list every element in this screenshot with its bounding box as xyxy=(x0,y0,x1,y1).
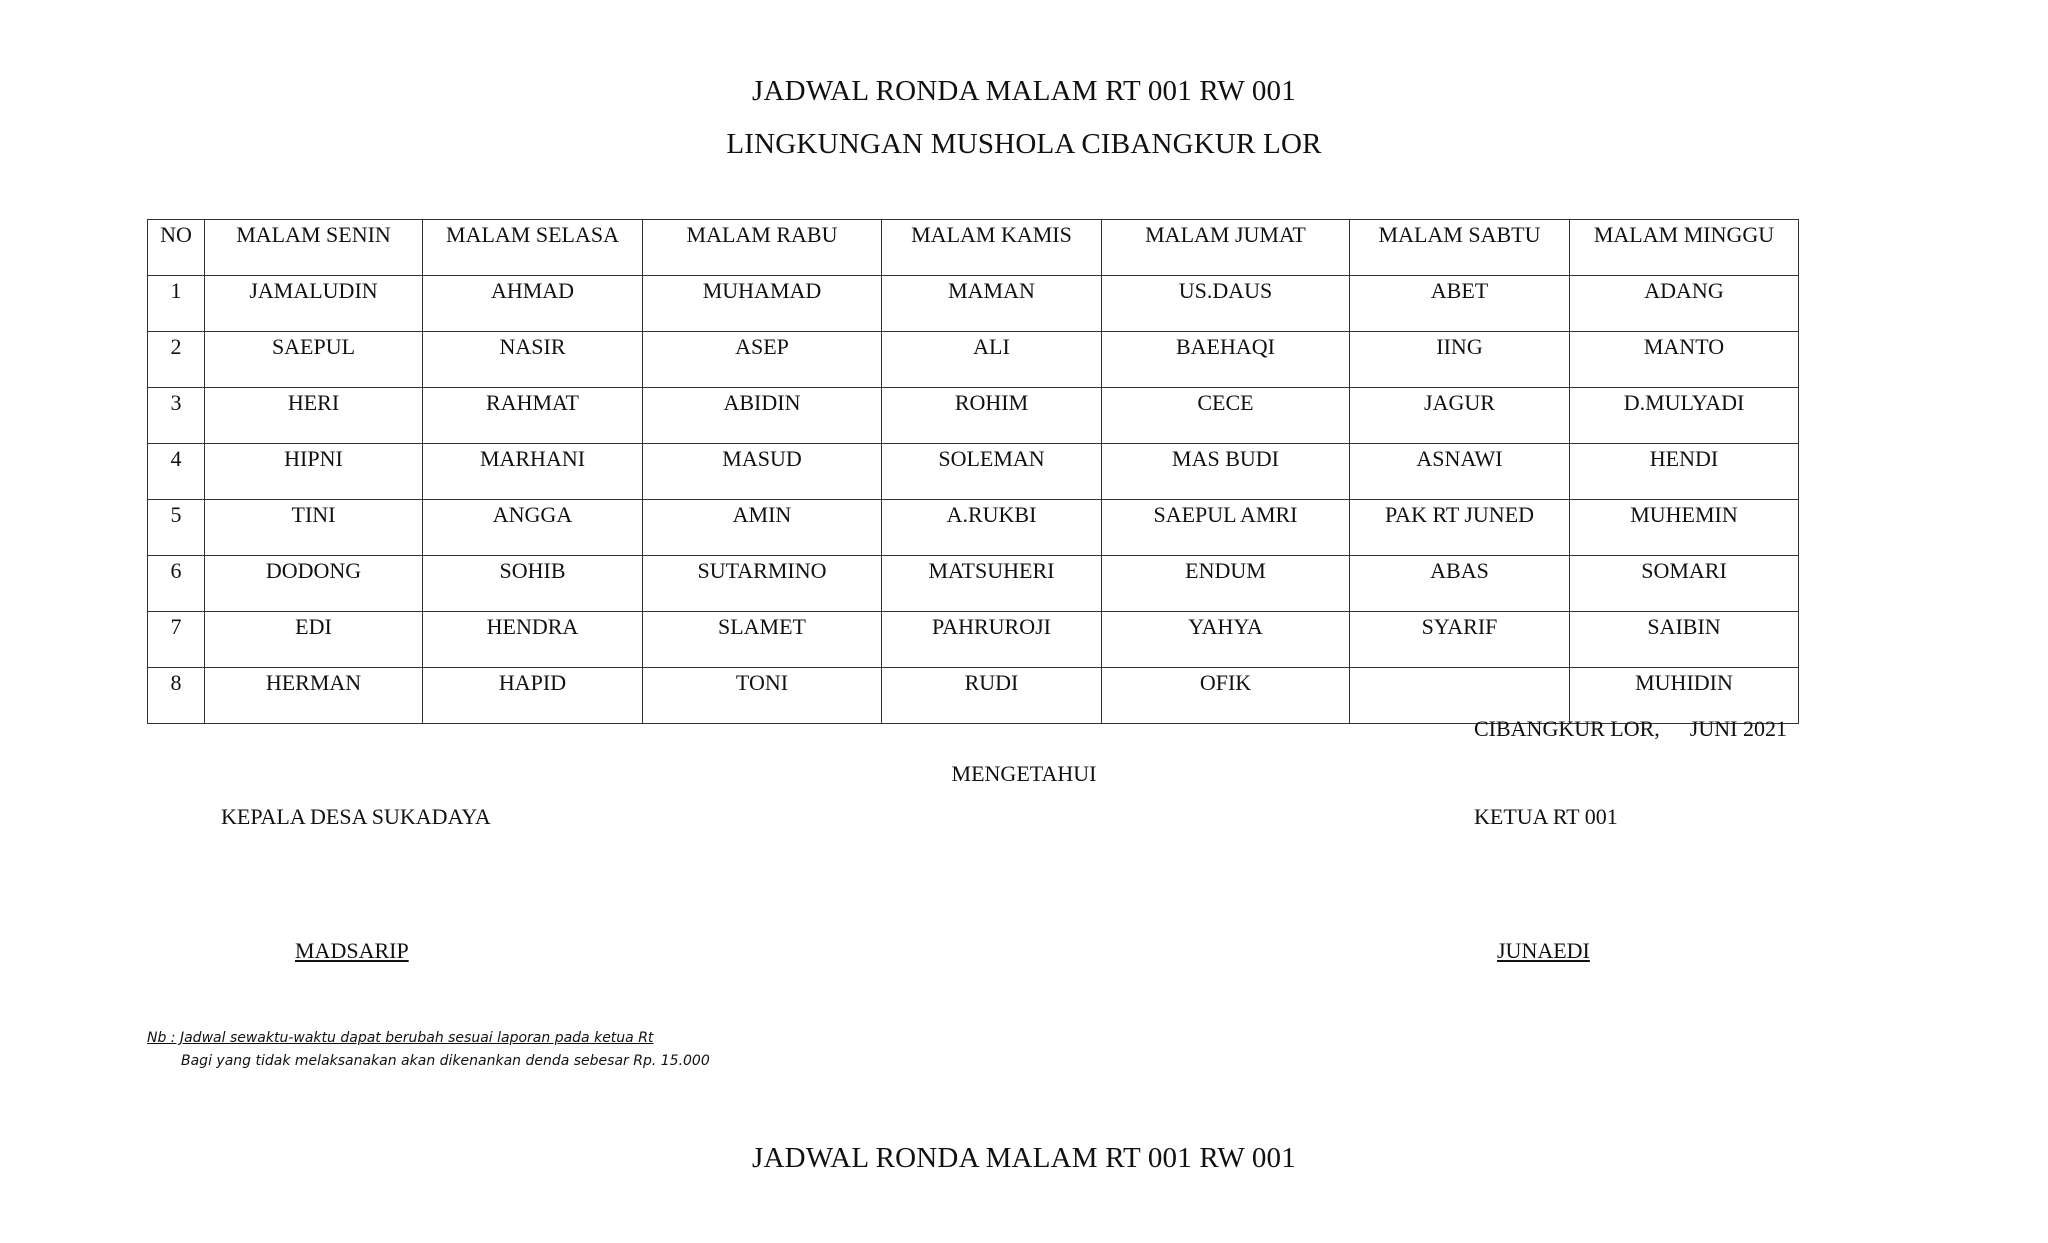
document-subtitle: LINGKUNGAN MUSHOLA CIBANGKUR LOR xyxy=(726,128,1322,160)
row-number-cell: 5 xyxy=(148,500,205,556)
name-cell: US.DAUS xyxy=(1102,276,1350,332)
name-cell: MUHEMIN xyxy=(1570,500,1799,556)
name-cell: HERMAN xyxy=(205,668,423,724)
table-row xyxy=(148,556,1799,612)
name-cell: RUDI xyxy=(882,668,1102,724)
name-cell: MAMAN xyxy=(882,276,1102,332)
name-cell: SOMARI xyxy=(1570,556,1799,612)
name-cell: SOHIB xyxy=(423,556,643,612)
name-cell: MARHANI xyxy=(423,444,643,500)
name-cell: SLAMET xyxy=(643,612,882,668)
row-number-cell: 4 xyxy=(148,444,205,500)
name-cell: HIPNI xyxy=(205,444,423,500)
column-header-rabu: MALAM RABU xyxy=(643,220,882,276)
name-cell: ABET xyxy=(1350,276,1570,332)
village-head-title: KEPALA DESA SUKADAYA xyxy=(221,804,491,829)
name-cell: PAK RT JUNED xyxy=(1350,500,1570,556)
name-cell: HENDI xyxy=(1570,444,1799,500)
row-number-cell: 2 xyxy=(148,332,205,388)
name-cell: SOLEMAN xyxy=(882,444,1102,500)
name-cell: YAHYA xyxy=(1102,612,1350,668)
name-cell: CECE xyxy=(1102,388,1350,444)
row-number-cell: 1 xyxy=(148,276,205,332)
column-header-no: NO xyxy=(148,220,205,276)
column-header-kamis: MALAM KAMIS xyxy=(882,220,1102,276)
night-watch-schedule-table xyxy=(147,219,1799,724)
rt-head-title: KETUA RT 001 xyxy=(1474,804,1618,829)
table-row xyxy=(148,612,1799,668)
acknowledge-label: MENGETAHUI xyxy=(951,761,1097,786)
table-body xyxy=(148,276,1799,724)
name-cell: ASNAWI xyxy=(1350,444,1570,500)
name-cell: JAGUR xyxy=(1350,388,1570,444)
name-cell: D.MULYADI xyxy=(1570,388,1799,444)
name-cell: MASUD xyxy=(643,444,882,500)
row-number-cell: 7 xyxy=(148,612,205,668)
table-row xyxy=(148,332,1799,388)
document-title: JADWAL RONDA MALAM RT 001 RW 001 xyxy=(752,75,1296,107)
name-cell: SUTARMINO xyxy=(643,556,882,612)
row-number-cell: 8 xyxy=(148,668,205,724)
note-line-1: Nb : Jadwal sewaktu-waktu dapat berubah sesuai laporan pada ketua Rt xyxy=(147,1030,654,1046)
name-cell: RAHMAT xyxy=(423,388,643,444)
name-cell: MATSUHERI xyxy=(882,556,1102,612)
name-cell: TINI xyxy=(205,500,423,556)
name-cell: MUHAMAD xyxy=(643,276,882,332)
name-cell: SAEPUL xyxy=(205,332,423,388)
row-number-cell: 6 xyxy=(148,556,205,612)
table-row xyxy=(148,276,1799,332)
name-cell: AMIN xyxy=(643,500,882,556)
name-cell: NASIR xyxy=(423,332,643,388)
name-cell: HENDRA xyxy=(423,612,643,668)
note-line-2: Bagi yang tidak melaksanakan akan dikenankan denda sebesar Rp. 15.000 xyxy=(181,1053,710,1069)
column-header-minggu: MALAM MINGGU xyxy=(1570,220,1799,276)
name-cell: IING xyxy=(1350,332,1570,388)
name-cell: ABAS xyxy=(1350,556,1570,612)
place-and-date xyxy=(1474,715,1787,743)
name-cell: ROHIM xyxy=(882,388,1102,444)
table-header-row xyxy=(148,220,1799,276)
place-text: CIBANGKUR LOR, xyxy=(1474,716,1660,741)
name-cell: ABIDIN xyxy=(643,388,882,444)
name-cell: SYARIF xyxy=(1350,612,1570,668)
name-cell: HERI xyxy=(205,388,423,444)
name-cell: MAS BUDI xyxy=(1102,444,1350,500)
name-cell: AHMAD xyxy=(423,276,643,332)
column-header-sabtu: MALAM SABTU xyxy=(1350,220,1570,276)
name-cell: ANGGA xyxy=(423,500,643,556)
column-header-jumat: MALAM JUMAT xyxy=(1102,220,1350,276)
name-cell: MUHIDIN xyxy=(1570,668,1799,724)
name-cell: BAEHAQI xyxy=(1102,332,1350,388)
row-number-cell: 3 xyxy=(148,388,205,444)
village-head-name: MADSARIP xyxy=(295,938,409,963)
name-cell: ADANG xyxy=(1570,276,1799,332)
name-cell: PAHRUROJI xyxy=(882,612,1102,668)
name-cell: EDI xyxy=(205,612,423,668)
name-cell: SAEPUL AMRI xyxy=(1102,500,1350,556)
column-header-selasa: MALAM SELASA xyxy=(423,220,643,276)
name-cell: JAMALUDIN xyxy=(205,276,423,332)
name-cell: ASEP xyxy=(643,332,882,388)
name-cell: DODONG xyxy=(205,556,423,612)
next-page-title: JADWAL RONDA MALAM RT 001 RW 001 xyxy=(752,1142,1296,1174)
name-cell: ENDUM xyxy=(1102,556,1350,612)
rt-head-name: JUNAEDI xyxy=(1497,938,1590,963)
table-row xyxy=(148,388,1799,444)
table-row xyxy=(148,500,1799,556)
date-text: JUNI 2021 xyxy=(1689,716,1787,741)
table-row xyxy=(148,444,1799,500)
name-cell: HAPID xyxy=(423,668,643,724)
name-cell: SAIBIN xyxy=(1570,612,1799,668)
column-header-senin: MALAM SENIN xyxy=(205,220,423,276)
name-cell: OFIK xyxy=(1102,668,1350,724)
name-cell: A.RUKBI xyxy=(882,500,1102,556)
name-cell: MANTO xyxy=(1570,332,1799,388)
name-cell: TONI xyxy=(643,668,882,724)
name-cell: ALI xyxy=(882,332,1102,388)
